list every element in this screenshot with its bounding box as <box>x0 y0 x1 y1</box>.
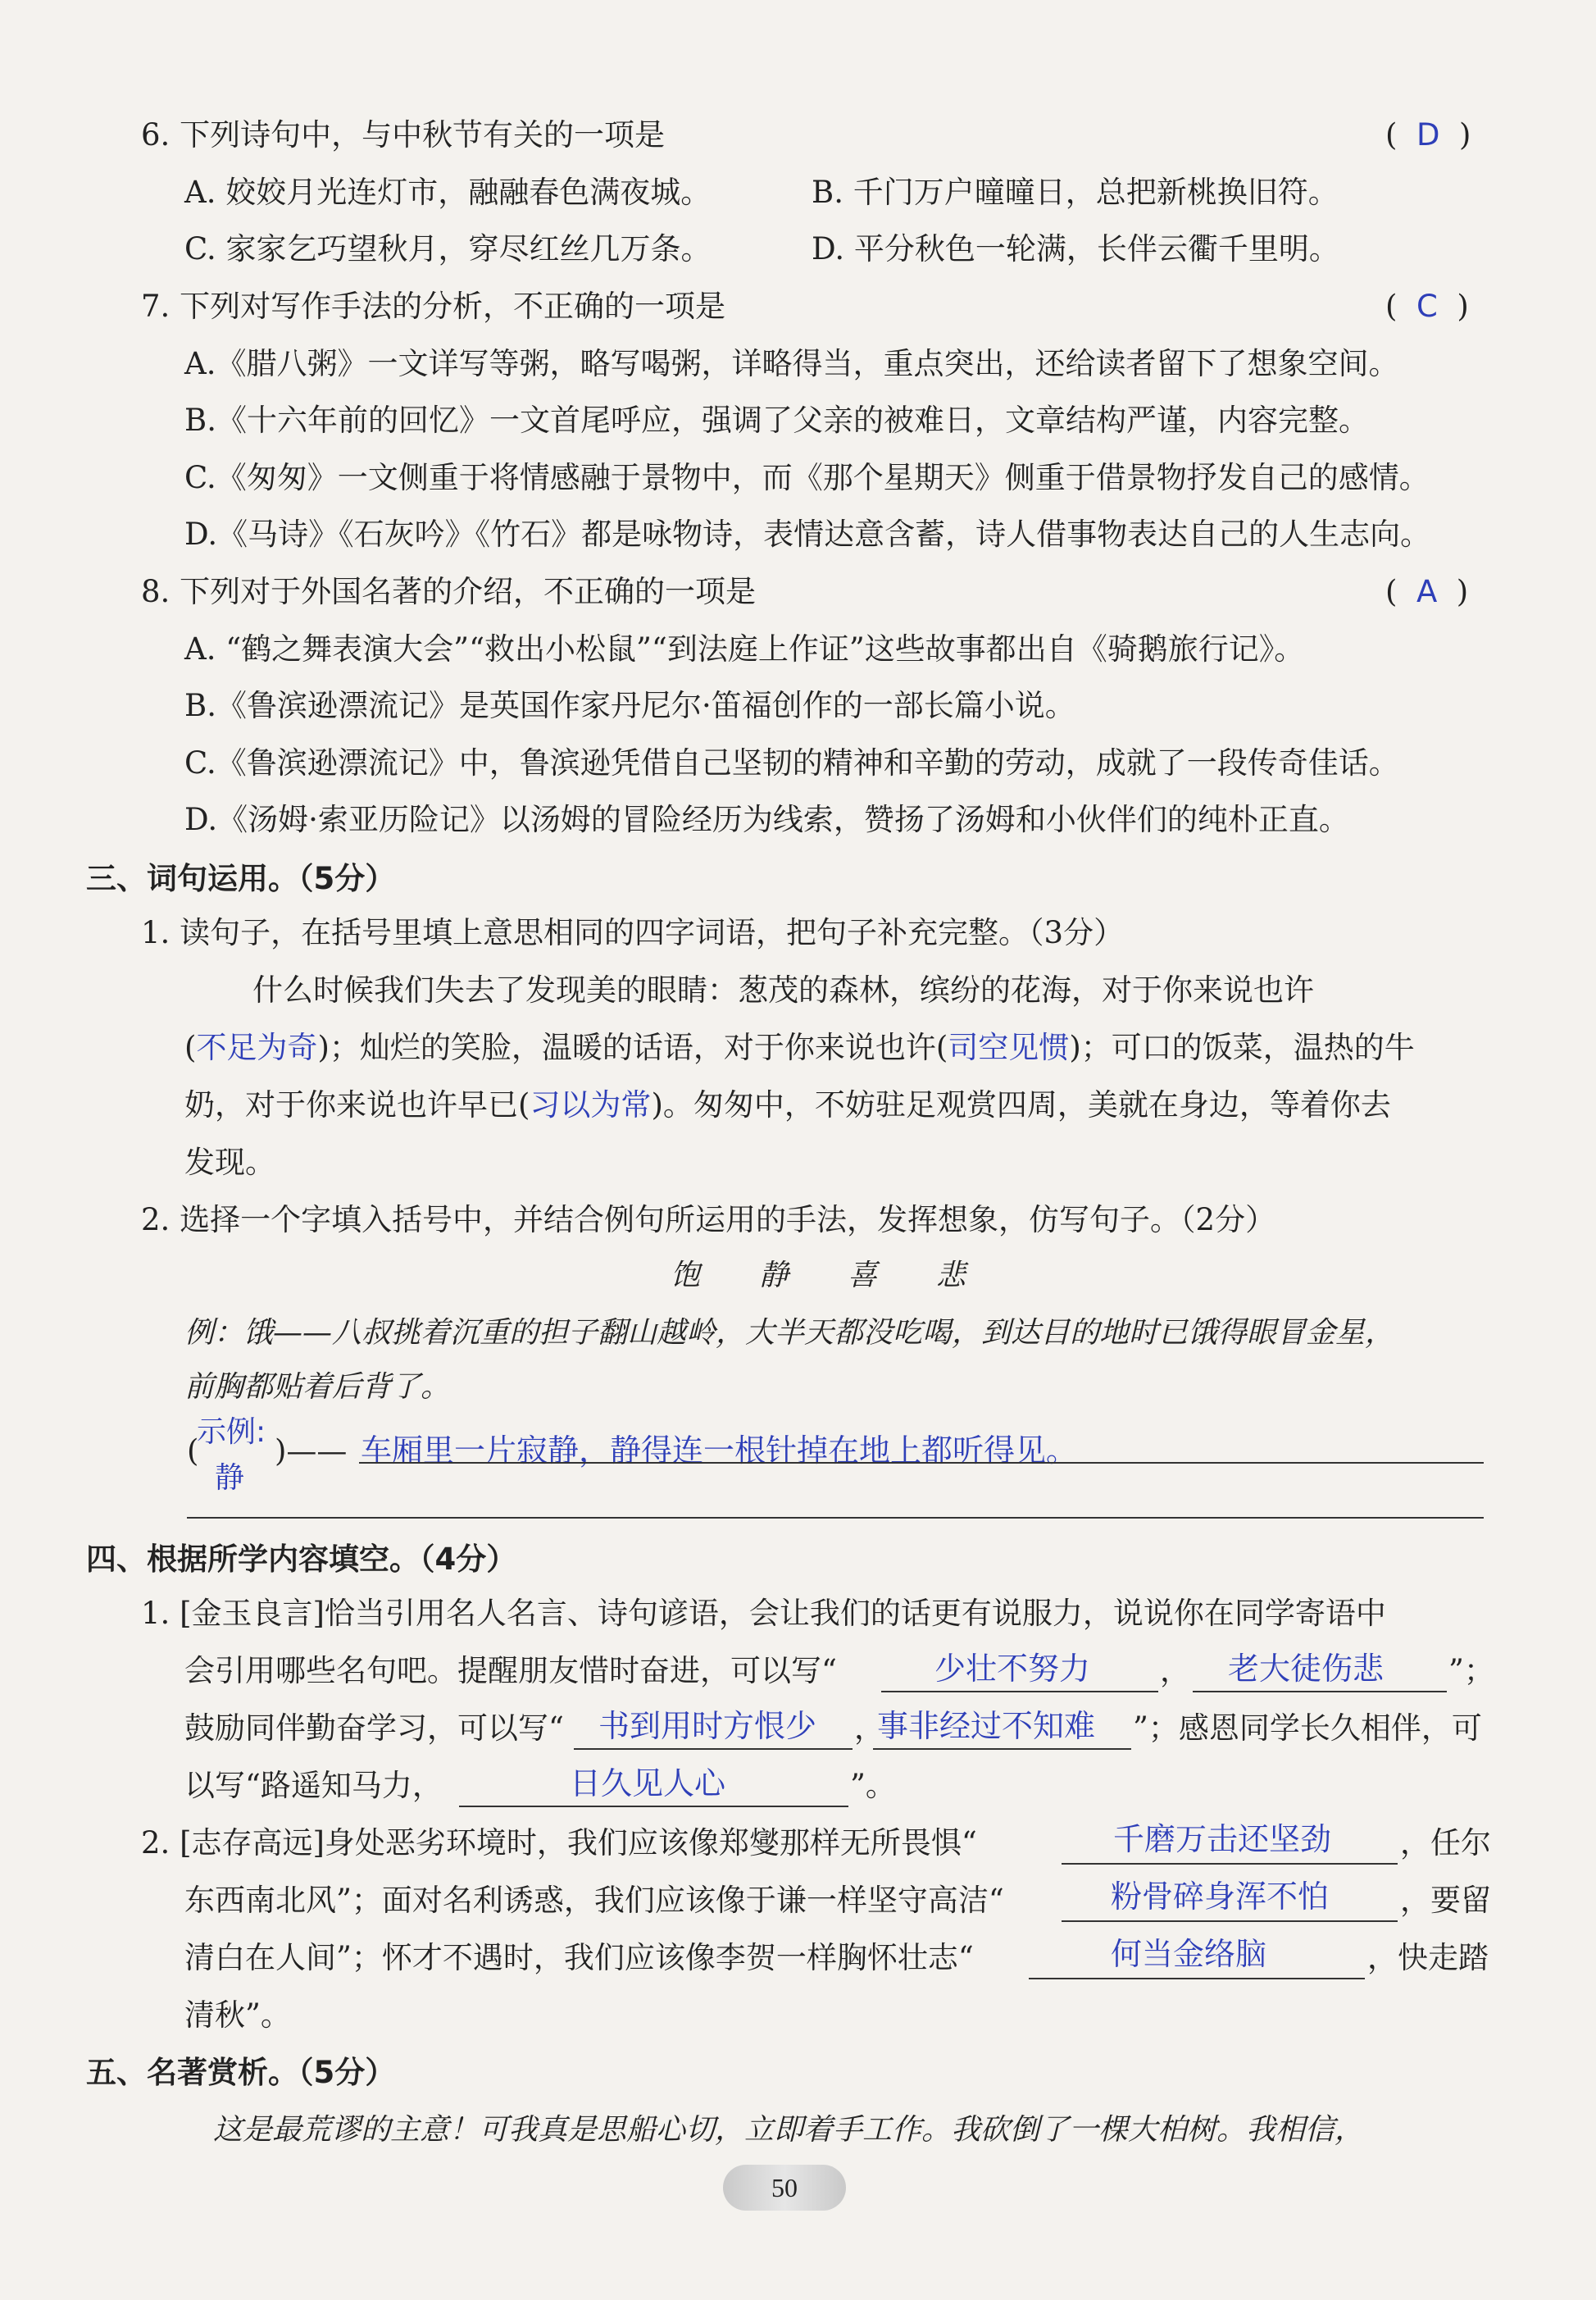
sec4-q1-line2-a: 会引用哪些名句吧。提醒朋友惜时奋进，可以写“ <box>184 1653 837 1688</box>
sec4-blank-8 <box>1029 1978 1365 1979</box>
sec3-q2-paren-open: ( <box>187 1433 199 1469</box>
sec4-q1-line3-c: ”；感恩同学长久相伴，可 <box>1133 1710 1482 1746</box>
sec4-answer-8: 何当金络脑 <box>1111 1936 1267 1972</box>
q6-option-b: B. 千门万户曈曈日，总把新桃换旧符。 <box>812 175 1339 210</box>
sec4-blank-5 <box>459 1806 848 1807</box>
sec4-q1-line4-b: ”。 <box>850 1768 896 1803</box>
sec4-blank-6 <box>1062 1863 1398 1865</box>
sec4-q1-line3-a: 鼓励同伴勤奋学习，可以写“ <box>184 1710 564 1746</box>
section-5-title: 五、名著赏析。（5分） <box>86 2055 396 2090</box>
q7-option-b: B.《十六年前的回忆》一文首尾呼应，强调了父亲的被难日，文章结构严谨，内容完整。 <box>184 403 1369 438</box>
q8-option-a: A. “鹤之舞表演大会”“救出小松鼠”“到法庭上作证”这些故事都出自《骑鹅旅行记》。 <box>184 631 1305 667</box>
sec4-q2-line2-a: 东西南北风”；面对名利诱惑，我们应该像于谦一样坚守高洁“ <box>184 1883 1004 1918</box>
sec3-q2-answer-line-2 <box>187 1517 1484 1519</box>
sec4-answer-2: 老大徒伤悲 <box>1228 1651 1385 1687</box>
q8-answer-box: ( A ) <box>1385 574 1469 609</box>
sec3-q2-handwritten-label: 示例: <box>197 1415 266 1449</box>
q6-option-d: D. 平分秋色一轮满，长伴云衢千里明。 <box>812 231 1339 266</box>
sec4-q2-line2-b: ，要留 <box>1400 1883 1491 1918</box>
q6-answer: D <box>1416 117 1440 153</box>
q6-answer-box: ( D ) <box>1385 117 1471 153</box>
q8-answer: A <box>1416 574 1438 609</box>
q6-stem: 6. 下列诗句中，与中秋节有关的一项是 <box>141 117 666 153</box>
sec4-answer-3: 书到用时方恨少 <box>598 1708 817 1744</box>
sec3-q2-handwritten-sentence: 车厢里一片寂静，静得连一根针掉在地上都听得见。 <box>361 1432 1078 1469</box>
sec3-q1-stem: 1. 读句子，在括号里填上意思相同的四字词语，把句子补充完整。（3分） <box>141 915 1125 950</box>
q8-option-d: D.《汤姆·索亚历险记》以汤姆的冒险经历为线索，赞扬了汤姆和小伙伴们的纯朴正直。 <box>184 802 1349 837</box>
sec3-q2-word-choices: 饱 静 喜 悲 <box>671 1259 966 1292</box>
sec3-q1-para-line3: 奶，对于你来说也许早已(习以为常)。匆匆中，不妨驻足观赏四周，美就在身边，等着你去 <box>184 1087 1391 1123</box>
sec4-answer-7: 粉骨碎身浑不怕 <box>1111 1879 1330 1915</box>
sec3-q1-para-line1: 什么时候我们失去了发现美的眼睛：葱茂的森林，缤纷的花海，对于你来说也许 <box>252 972 1314 1008</box>
sec3-q2-handwritten-word: 静 <box>215 1461 245 1495</box>
sec4-blank-7 <box>1062 1920 1398 1922</box>
sec4-answer-4: 事非经过不知难 <box>877 1708 1096 1744</box>
sec4-q2-line3-b: ，快走踏 <box>1367 1940 1489 1975</box>
q8-option-c: C.《鲁滨逊漂流记》中，鲁滨逊凭借自己坚韧的精神和辛勤的劳动，成就了一段传奇佳话。 <box>184 745 1399 781</box>
sec4-q1-line3-b: ， <box>854 1710 884 1746</box>
sec4-q2-line1-a: 2. [志存高远]身处恶劣环境时，我们应该像郑燮那样无所畏惧“ <box>141 1825 977 1860</box>
q7-answer: C <box>1416 289 1438 324</box>
sec4-q1-line1: 1. [金玉良言]恰当引用名人名言、诗句谚语，会让我们的话更有说服力，说说你在同学寄语中 <box>141 1596 1386 1631</box>
sec3-q2-paren-close: )—— <box>275 1433 348 1469</box>
q7-option-a: A.《腊八粥》一文详写等粥，略写喝粥，详略得当，重点突出，还给读者留下了想象空间。 <box>184 346 1399 381</box>
sec4-blank-2 <box>1193 1691 1447 1692</box>
sec3-q1-para-line4: 发现。 <box>184 1145 275 1180</box>
sec5-passage-line1: 这是最荒谬的主意！可我真是思船心切，立即着手工作。我砍倒了一棵大柏树。我相信， <box>213 2113 1365 2147</box>
sec4-blank-1 <box>881 1691 1158 1692</box>
sec3-answer-3: 习以为常 <box>530 1087 652 1123</box>
q6-option-c: C. 家家乞巧望秋月，穿尽红丝几万条。 <box>184 231 712 266</box>
sec3-q2-example-line2: 前胸都贴着后背了。 <box>184 1370 451 1404</box>
sec3-q2-answer-line-1 <box>359 1462 1484 1464</box>
sec4-q2-line3-a: 清白在人间”；怀才不遇时，我们应该像李贺一样胸怀壮志“ <box>184 1940 974 1975</box>
sec4-q1-line2-b: ， <box>1160 1653 1190 1688</box>
sec3-q2-example-line1: 例：饿——八叔挑着沉重的担子翻山越岭，大半天都没吃喝，到达目的地时已饿得眼冒金星， <box>184 1316 1395 1350</box>
q7-option-c: C.《匆匆》一文侧重于将情感融于景物中，而《那个星期天》侧重于借景物抒发自己的感情。 <box>184 460 1430 495</box>
sec4-blank-4 <box>873 1748 1131 1750</box>
sec4-blank-3 <box>574 1748 853 1750</box>
q8-stem: 8. 下列对于外国名著的介绍，不正确的一项是 <box>141 574 757 609</box>
sec4-q1-line2-c: ”； <box>1448 1653 1494 1688</box>
sec3-answer-1: 不足为奇 <box>196 1030 318 1065</box>
q7-stem: 7. 下列对写作手法的分析，不正确的一项是 <box>141 289 726 324</box>
sec3-q1-para-line2: (不足为奇)；灿烂的笑脸，温暖的话语，对于你来说也许(司空见惯)；可口的饭菜，温热的牛 <box>184 1030 1415 1065</box>
q7-option-d: D.《马诗》《石灰吟》《竹石》都是咏物诗，表情达意含蓄，诗人借事物表达自己的人生志向。 <box>184 517 1431 552</box>
section-3-title: 三、词句运用。（5分） <box>86 861 396 896</box>
sec3-answer-2: 司空见惯 <box>948 1030 1070 1065</box>
q7-answer-box: ( C ) <box>1385 289 1469 324</box>
sec4-q1-line4-a: 以写“路遥知马力， <box>184 1768 443 1803</box>
sec4-answer-5: 日久见人心 <box>570 1765 726 1801</box>
sec4-answer-1: 少壮不努力 <box>934 1651 1091 1687</box>
sec4-answer-6: 千磨万击还坚劲 <box>1113 1821 1332 1857</box>
section-4-title: 四、根据所学内容填空。（4分） <box>86 1542 517 1577</box>
sec3-q2-stem: 2. 选择一个字填入括号中，并结合例句所运用的手法，发挥想象，仿写句子。（2分） <box>141 1202 1276 1237</box>
sec4-q2-line4: 清秋”。 <box>184 1997 291 2033</box>
q6-option-a: A. 姣姣月光连灯市，融融春色满夜城。 <box>184 175 712 210</box>
sec4-q2-line1-b: ，任尔 <box>1400 1825 1491 1860</box>
q8-option-b: B.《鲁滨逊漂流记》是英国作家丹尼尔·笛福创作的一部长篇小说。 <box>184 688 1075 723</box>
page-number: 50 <box>723 2165 846 2211</box>
